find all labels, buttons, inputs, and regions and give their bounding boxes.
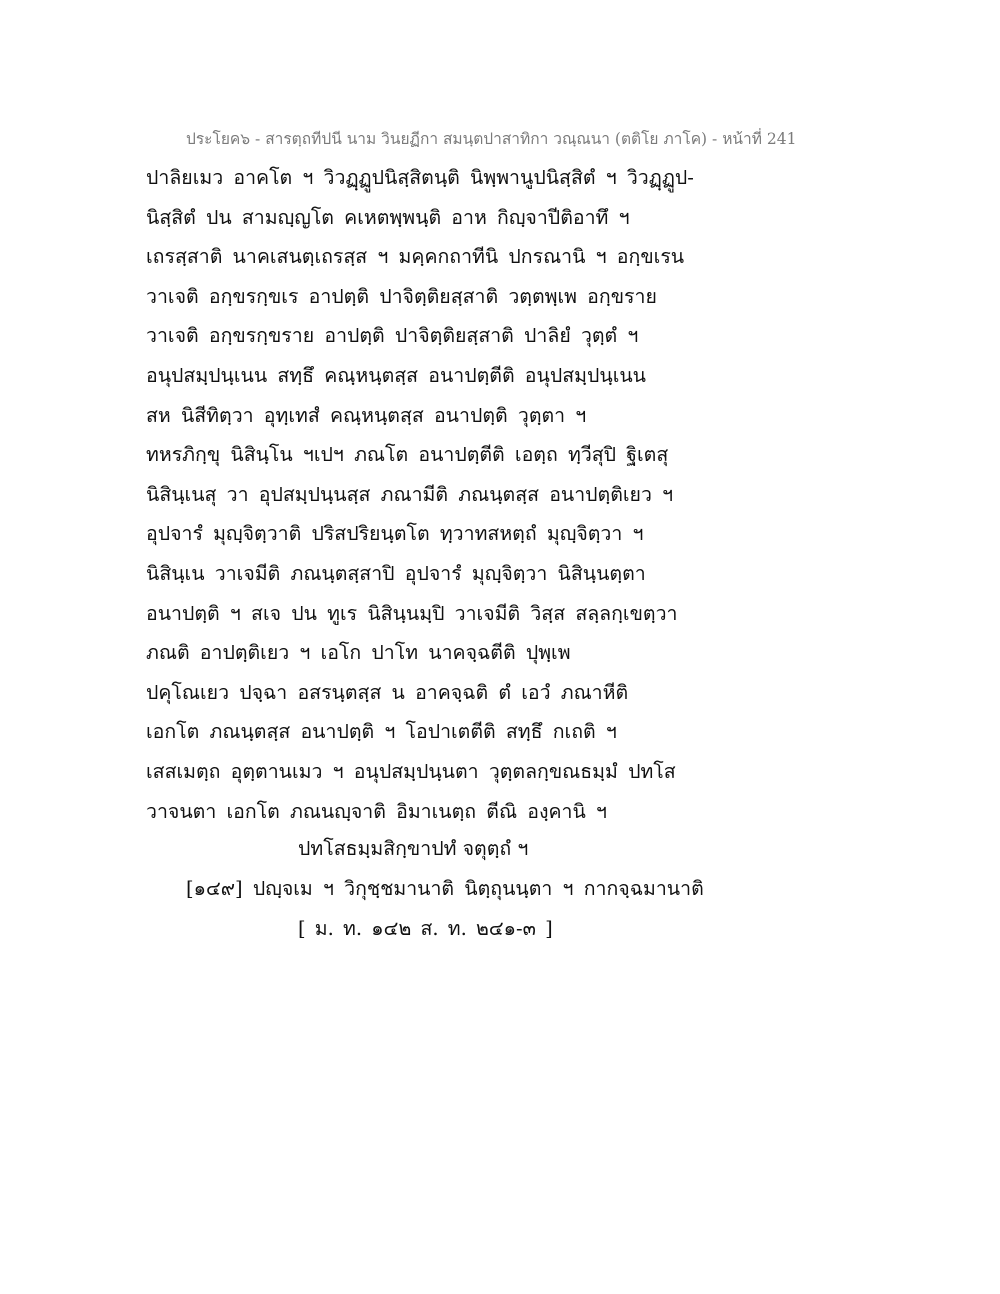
text-line: เถรสฺสาติ นาคเสนตฺเถรสฺส ฯ มคฺคกถาทีนิ ปกรณานิ ฯ อกฺขเรน	[146, 245, 685, 269]
text-line: เอกโต ภณนฺตสฺส อนาปตฺติ ฯ โอปาเตตีติ สทฺธึ กเถติ ฯ	[146, 720, 617, 744]
text-line: สห นิสีทิตฺวา อุทฺเทสํ คณฺหนฺตสฺส อนาปตฺติ วุตฺตา ฯ	[146, 403, 587, 427]
page-reference: [ ม. ท. ๑๔๒ ส. ท. ๒๔๑-๓ ]	[298, 917, 553, 940]
text-line: ปคุโณเยว ปจฺฉา อสรนฺตสฺส น อาคจฺฉติ ตํ เอวํ ภณาหีติ	[146, 680, 629, 704]
chapter-end-title: ปทโสธมฺมสิกฺขาปทํ จตุตฺถํ ฯ	[298, 837, 529, 860]
text-line: อุปจารํ มุญฺจิตฺวาติ ปริสปริยนฺตโต ทฺวาทสหตฺถํ มุญฺจิตฺวา ฯ	[146, 522, 644, 546]
text-line: วาเจติ อกฺขรกฺขราย อาปตฺติ ปาจิตฺติยสฺสาติ ปาลิยํ วุตฺตํ ฯ	[146, 324, 639, 348]
text-line: วาเจติ อกฺขรกฺขเร อาปตฺติ ปาจิตฺติยสฺสาติ วตฺตพฺเพ อกฺขราย	[146, 284, 657, 308]
text-line: นิสฺสิตํ ปน สามญฺญโต คเหตพฺพนฺติ อาห กิญฺจาปีติอาทึ ฯ	[146, 205, 630, 229]
running-header: ประโยค๖ - สารตฺถทีปนี นาม วินยฏีกา สมนฺตปาสาทิกา วณฺณนา (ตติโย ภาโค) - หน้าที่ 241	[186, 130, 797, 148]
body-text	[146, 158, 706, 831]
text-line: อนาปตฺติ ฯ สเจ ปน ทูเร นิสินฺนมฺปิ วาเจมีติ วิสฺส สลฺลกฺเขตฺวา	[146, 601, 678, 625]
text-line: ทหรภิกฺขุ นิสินฺโน ฯเปฯ ภณโต อนาปตฺตีติ เอตฺถ ทฺวีสุปิ ฐิเตสุ	[146, 443, 669, 467]
text-line: นิสินฺเน วาเจมีติ ภณนฺตสฺสาปิ อุปจารํ มุญฺจิตฺวา นิสินฺนตฺตา	[146, 561, 646, 585]
next-paragraph: [๑๔๙] ปญฺจเม ฯ วิกุชฺชมานาติ นิตฺถุนนฺตา ฯ กากจฺฉมานาติ	[186, 877, 704, 900]
text-line: เสสเมตฺถ อุตฺตานเมว ฯ อนุปสมฺปนฺนตา วุตฺตลกฺขณธมฺมํ ปทโส	[146, 759, 676, 783]
text-line: นิสินฺเนสุ วา อุปสมฺปนฺนสฺส ภณามีติ ภณนฺตสฺส อนาปตฺติเยว ฯ	[146, 482, 674, 506]
text-line: ภณติ อาปตฺติเยว ฯ เอโก ปาโท นาคจฺฉตีติ ปุพฺเพ	[146, 641, 571, 665]
text-line: วาจนตา เอกโต ภณนญฺจาติ อิมาเนตฺถ ตีณิ องฺคานิ ฯ	[146, 799, 607, 823]
text-line: ปาลิยเมว อาคโต ฯ วิวฏฺฏูปนิสฺสิตนฺติ นิพฺพานูปนิสฺสิตํ ฯ วิวฏฺฏูป-	[146, 166, 694, 189]
text-line: อนุปสมฺปนฺเนน สทฺธึ คณฺหนฺตสฺส อนาปตฺตีติ อนุปสมฺปนฺเนน	[146, 363, 647, 387]
